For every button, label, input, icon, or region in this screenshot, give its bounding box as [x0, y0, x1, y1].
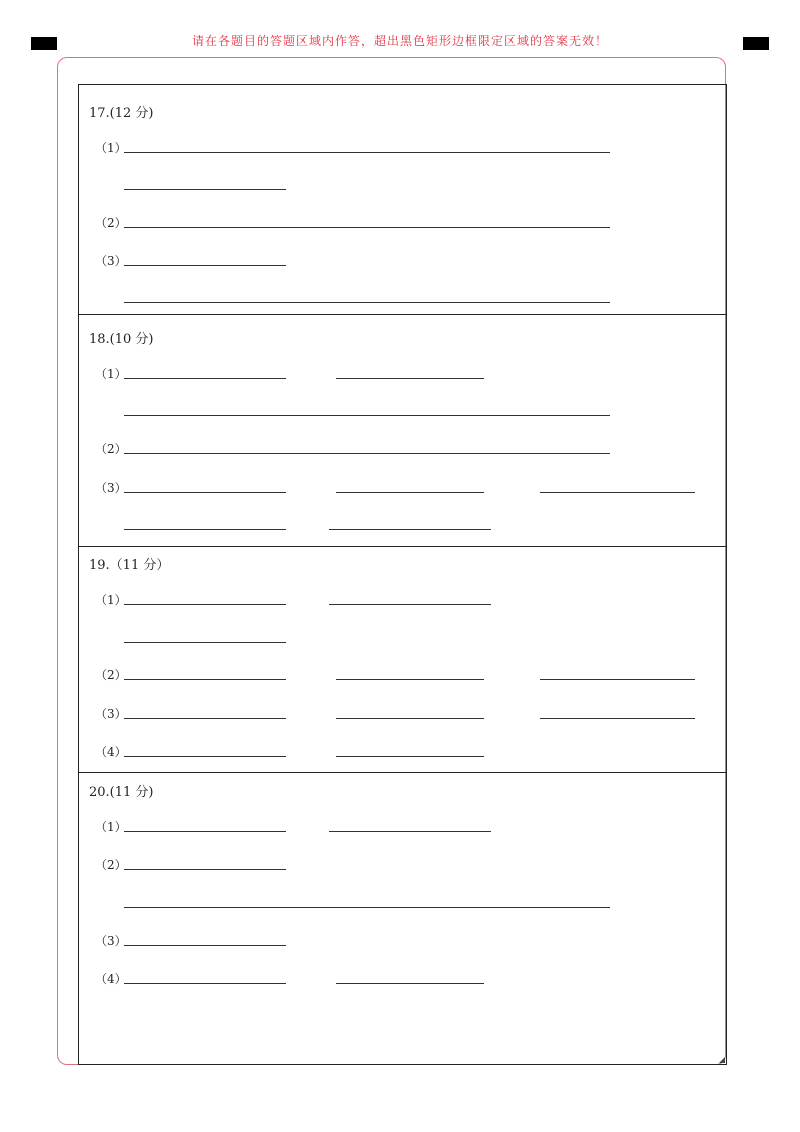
q18-part-1-label: （1） [95, 367, 127, 381]
q20-part-3-answer-line[interactable] [124, 945, 286, 946]
q20-part-2-label: （2） [95, 858, 127, 872]
q18-part-3-answer-line-a[interactable] [124, 492, 286, 493]
question-19-title: 19.（11 分） [89, 558, 170, 573]
q19-part-3-answer-line-a[interactable] [124, 718, 286, 719]
q19-part-3-answer-line-b[interactable] [336, 718, 484, 719]
q19-part-4-label: （4） [95, 745, 127, 759]
q19-part-4-answer-line-a[interactable] [124, 756, 286, 757]
q18-part-2-label: （2） [95, 442, 127, 456]
section-divider [78, 772, 727, 773]
q17-part-2-label: （2） [95, 216, 127, 230]
section-divider [78, 546, 727, 547]
q17-part-1-answer-line[interactable] [124, 152, 610, 153]
q18-part-1-answer-line-c[interactable] [124, 415, 610, 416]
q19-part-2-answer-line-b[interactable] [336, 679, 484, 680]
q18-part-1-answer-line-b[interactable] [336, 378, 484, 379]
q18-part-3-answer-line-c[interactable] [540, 492, 695, 493]
q19-part-3-answer-line-c[interactable] [540, 718, 695, 719]
q17-part-3-answer-line-2[interactable] [124, 302, 610, 303]
q17-part-3-answer-line[interactable] [124, 265, 286, 266]
q20-part-1-label: （1） [95, 820, 127, 834]
q19-part-3-label: （3） [95, 707, 127, 721]
q19-part-1-answer-line-b[interactable] [329, 604, 491, 605]
q17-part-1-answer-line-2[interactable] [124, 189, 286, 190]
q18-part-1-answer-line-a[interactable] [124, 378, 286, 379]
q20-part-3-label: （3） [95, 934, 127, 948]
question-18-title: 18.(10 分) [89, 332, 154, 347]
q18-part-3-answer-line-d[interactable] [124, 529, 286, 530]
corner-mark-icon [719, 1057, 725, 1063]
q20-part-2-answer-line-a[interactable] [124, 869, 286, 870]
question-20-title: 20.(11 分) [89, 785, 154, 800]
warning-text: 请在各题目的答题区域内作答，超出黑色矩形边框限定区域的答案无效！ [191, 34, 608, 48]
q19-part-2-label: （2） [95, 668, 127, 682]
q20-part-1-answer-line-a[interactable] [124, 831, 286, 832]
q19-part-1-answer-line-c[interactable] [124, 642, 286, 643]
q17-part-2-answer-line[interactable] [124, 227, 610, 228]
q17-part-3-label: （3） [95, 254, 127, 268]
answer-region-border [78, 84, 727, 1065]
q20-part-4-label: （4） [95, 972, 127, 986]
q20-part-2-answer-line-b[interactable] [124, 907, 610, 908]
question-17-title: 17.(12 分) [89, 106, 154, 121]
q20-part-4-answer-line-b[interactable] [336, 983, 484, 984]
q19-part-2-answer-line-c[interactable] [540, 679, 695, 680]
q19-part-2-answer-line-a[interactable] [124, 679, 286, 680]
q18-part-3-answer-line-e[interactable] [329, 529, 491, 530]
q18-part-3-answer-line-b[interactable] [336, 492, 484, 493]
q19-part-1-answer-line-a[interactable] [124, 604, 286, 605]
q20-part-4-answer-line-a[interactable] [124, 983, 286, 984]
q18-part-3-label: （3） [95, 481, 127, 495]
q18-part-2-answer-line[interactable] [124, 453, 610, 454]
q17-part-1-label: （1） [95, 141, 127, 155]
q19-part-1-label: （1） [95, 593, 127, 607]
q20-part-1-answer-line-b[interactable] [329, 831, 491, 832]
q19-part-4-answer-line-b[interactable] [336, 756, 484, 757]
section-divider [78, 314, 727, 315]
